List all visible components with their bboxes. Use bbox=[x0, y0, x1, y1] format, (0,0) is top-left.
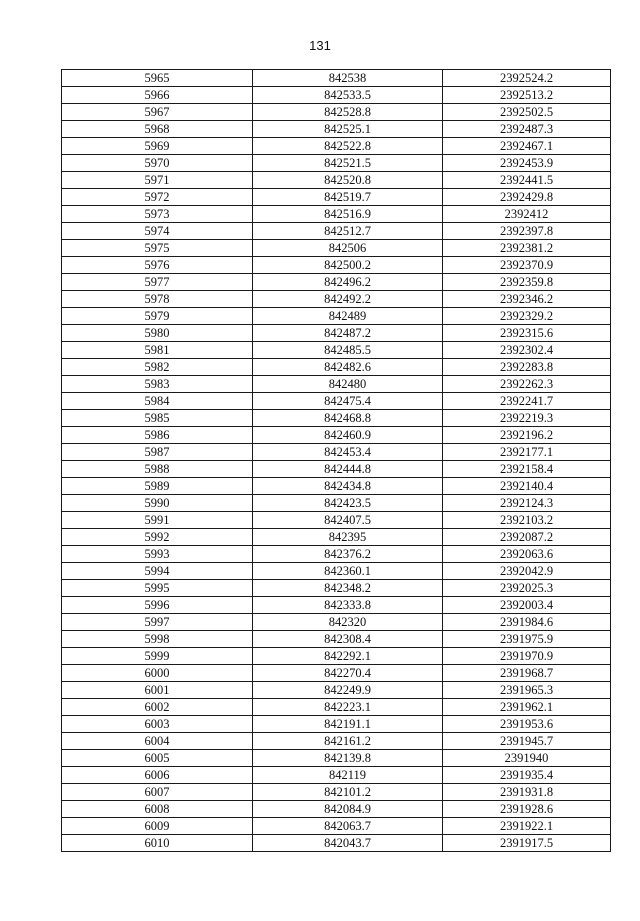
point-number-cell: 5981 bbox=[62, 342, 253, 359]
table-row bbox=[62, 325, 611, 342]
x-coordinate-cell: 842376.2 bbox=[253, 546, 443, 563]
table-row bbox=[62, 155, 611, 172]
point-number-cell: 5985 bbox=[62, 410, 253, 427]
point-number-cell: 6003 bbox=[62, 716, 253, 733]
table-row bbox=[62, 359, 611, 376]
point-number-cell: 5994 bbox=[62, 563, 253, 580]
point-number-cell: 5970 bbox=[62, 155, 253, 172]
point-number-cell: 6005 bbox=[62, 750, 253, 767]
point-number-cell: 6009 bbox=[62, 818, 253, 835]
point-number-cell: 5972 bbox=[62, 189, 253, 206]
x-coordinate-cell: 842468.8 bbox=[253, 410, 443, 427]
y-coordinate-cell: 2392397.8 bbox=[443, 223, 611, 240]
point-number-cell: 5984 bbox=[62, 393, 253, 410]
point-number-cell: 5988 bbox=[62, 461, 253, 478]
x-coordinate-cell: 842395 bbox=[253, 529, 443, 546]
y-coordinate-cell: 2391962.1 bbox=[443, 699, 611, 716]
point-number-cell: 5975 bbox=[62, 240, 253, 257]
table-row bbox=[62, 393, 611, 410]
y-coordinate-cell: 2391931.8 bbox=[443, 784, 611, 801]
y-coordinate-cell: 2391940 bbox=[443, 750, 611, 767]
x-coordinate-cell: 842101.2 bbox=[253, 784, 443, 801]
table-row bbox=[62, 172, 611, 189]
point-number-cell: 5978 bbox=[62, 291, 253, 308]
y-coordinate-cell: 2391975.9 bbox=[443, 631, 611, 648]
y-coordinate-cell: 2392370.9 bbox=[443, 257, 611, 274]
y-coordinate-cell: 2391945.7 bbox=[443, 733, 611, 750]
point-number-cell: 5993 bbox=[62, 546, 253, 563]
x-coordinate-cell: 842506 bbox=[253, 240, 443, 257]
table-row bbox=[62, 444, 611, 461]
y-coordinate-cell: 2392063.6 bbox=[443, 546, 611, 563]
y-coordinate-cell: 2392346.2 bbox=[443, 291, 611, 308]
point-number-cell: 6001 bbox=[62, 682, 253, 699]
table-row bbox=[62, 818, 611, 835]
x-coordinate-cell: 842423.5 bbox=[253, 495, 443, 512]
y-coordinate-cell: 2392412 bbox=[443, 206, 611, 223]
y-coordinate-cell: 2392158.4 bbox=[443, 461, 611, 478]
point-number-cell: 5969 bbox=[62, 138, 253, 155]
y-coordinate-cell: 2392262.3 bbox=[443, 376, 611, 393]
point-number-cell: 6010 bbox=[62, 835, 253, 852]
y-coordinate-cell: 2391970.9 bbox=[443, 648, 611, 665]
x-coordinate-cell: 842516.9 bbox=[253, 206, 443, 223]
y-coordinate-cell: 2392329.2 bbox=[443, 308, 611, 325]
table-row bbox=[62, 478, 611, 495]
table-row bbox=[62, 223, 611, 240]
x-coordinate-cell: 842407.5 bbox=[253, 512, 443, 529]
y-coordinate-cell: 2391922.1 bbox=[443, 818, 611, 835]
coordinates-table bbox=[61, 69, 611, 852]
x-coordinate-cell: 842360.1 bbox=[253, 563, 443, 580]
point-number-cell: 6000 bbox=[62, 665, 253, 682]
x-coordinate-cell: 842434.8 bbox=[253, 478, 443, 495]
table-row bbox=[62, 342, 611, 359]
y-coordinate-cell: 2392283.8 bbox=[443, 359, 611, 376]
y-coordinate-cell: 2392467.1 bbox=[443, 138, 611, 155]
point-number-cell: 5990 bbox=[62, 495, 253, 512]
x-coordinate-cell: 842520.8 bbox=[253, 172, 443, 189]
y-coordinate-cell: 2391953.6 bbox=[443, 716, 611, 733]
table-row bbox=[62, 410, 611, 427]
y-coordinate-cell: 2392103.2 bbox=[443, 512, 611, 529]
point-number-cell: 5974 bbox=[62, 223, 253, 240]
table-row bbox=[62, 529, 611, 546]
table-row bbox=[62, 87, 611, 104]
y-coordinate-cell: 2392042.9 bbox=[443, 563, 611, 580]
x-coordinate-cell: 842249.9 bbox=[253, 682, 443, 699]
y-coordinate-cell: 2392359.8 bbox=[443, 274, 611, 291]
y-coordinate-cell: 2392302.4 bbox=[443, 342, 611, 359]
y-coordinate-cell: 2392513.2 bbox=[443, 87, 611, 104]
x-coordinate-cell: 842119 bbox=[253, 767, 443, 784]
x-coordinate-cell: 842482.6 bbox=[253, 359, 443, 376]
point-number-cell: 5987 bbox=[62, 444, 253, 461]
table-row bbox=[62, 699, 611, 716]
table-row bbox=[62, 665, 611, 682]
y-coordinate-cell: 2392524.2 bbox=[443, 70, 611, 87]
point-number-cell: 5997 bbox=[62, 614, 253, 631]
point-number-cell: 5998 bbox=[62, 631, 253, 648]
x-coordinate-cell: 842475.4 bbox=[253, 393, 443, 410]
x-coordinate-cell: 842492.2 bbox=[253, 291, 443, 308]
point-number-cell: 5989 bbox=[62, 478, 253, 495]
x-coordinate-cell: 842139.8 bbox=[253, 750, 443, 767]
x-coordinate-cell: 842063.7 bbox=[253, 818, 443, 835]
y-coordinate-cell: 2392196.2 bbox=[443, 427, 611, 444]
table-row bbox=[62, 784, 611, 801]
table-row bbox=[62, 427, 611, 444]
point-number-cell: 5983 bbox=[62, 376, 253, 393]
table-row bbox=[62, 512, 611, 529]
y-coordinate-cell: 2392429.8 bbox=[443, 189, 611, 206]
point-number-cell: 6002 bbox=[62, 699, 253, 716]
point-number-cell: 5968 bbox=[62, 121, 253, 138]
point-number-cell: 5973 bbox=[62, 206, 253, 223]
table-row bbox=[62, 733, 611, 750]
page-number: 131 bbox=[309, 38, 331, 53]
point-number-cell: 5992 bbox=[62, 529, 253, 546]
x-coordinate-cell: 842522.8 bbox=[253, 138, 443, 155]
table-row bbox=[62, 716, 611, 733]
table-row bbox=[62, 70, 611, 87]
x-coordinate-cell: 842538 bbox=[253, 70, 443, 87]
table-row bbox=[62, 648, 611, 665]
x-coordinate-cell: 842480 bbox=[253, 376, 443, 393]
y-coordinate-cell: 2392124.3 bbox=[443, 495, 611, 512]
point-number-cell: 6007 bbox=[62, 784, 253, 801]
table-row bbox=[62, 835, 611, 852]
table-row bbox=[62, 682, 611, 699]
point-number-cell: 5980 bbox=[62, 325, 253, 342]
x-coordinate-cell: 842348.2 bbox=[253, 580, 443, 597]
y-coordinate-cell: 2392003.4 bbox=[443, 597, 611, 614]
table-row bbox=[62, 546, 611, 563]
table-row bbox=[62, 597, 611, 614]
table-row bbox=[62, 138, 611, 155]
point-number-cell: 5967 bbox=[62, 104, 253, 121]
x-coordinate-cell: 842519.7 bbox=[253, 189, 443, 206]
table-row bbox=[62, 206, 611, 223]
y-coordinate-cell: 2392315.6 bbox=[443, 325, 611, 342]
x-coordinate-cell: 842191.1 bbox=[253, 716, 443, 733]
y-coordinate-cell: 2392241.7 bbox=[443, 393, 611, 410]
x-coordinate-cell: 842333.8 bbox=[253, 597, 443, 614]
table-row bbox=[62, 631, 611, 648]
point-number-cell: 5971 bbox=[62, 172, 253, 189]
x-coordinate-cell: 842489 bbox=[253, 308, 443, 325]
table-row bbox=[62, 767, 611, 784]
x-coordinate-cell: 842270.4 bbox=[253, 665, 443, 682]
point-number-cell: 5999 bbox=[62, 648, 253, 665]
x-coordinate-cell: 842308.4 bbox=[253, 631, 443, 648]
point-number-cell: 5979 bbox=[62, 308, 253, 325]
x-coordinate-cell: 842223.1 bbox=[253, 699, 443, 716]
y-coordinate-cell: 2391928.6 bbox=[443, 801, 611, 818]
y-coordinate-cell: 2392140.4 bbox=[443, 478, 611, 495]
table-row bbox=[62, 257, 611, 274]
x-coordinate-cell: 842444.8 bbox=[253, 461, 443, 478]
table-row bbox=[62, 563, 611, 580]
point-number-cell: 5982 bbox=[62, 359, 253, 376]
y-coordinate-cell: 2391935.4 bbox=[443, 767, 611, 784]
x-coordinate-cell: 842512.7 bbox=[253, 223, 443, 240]
table-row bbox=[62, 104, 611, 121]
table-row bbox=[62, 580, 611, 597]
x-coordinate-cell: 842084.9 bbox=[253, 801, 443, 818]
x-coordinate-cell: 842525.1 bbox=[253, 121, 443, 138]
x-coordinate-cell: 842500.2 bbox=[253, 257, 443, 274]
y-coordinate-cell: 2392025.3 bbox=[443, 580, 611, 597]
x-coordinate-cell: 842292.1 bbox=[253, 648, 443, 665]
x-coordinate-cell: 842460.9 bbox=[253, 427, 443, 444]
table-row bbox=[62, 461, 611, 478]
point-number-cell: 6004 bbox=[62, 733, 253, 750]
point-number-cell: 5996 bbox=[62, 597, 253, 614]
table-row bbox=[62, 291, 611, 308]
x-coordinate-cell: 842453.4 bbox=[253, 444, 443, 461]
y-coordinate-cell: 2391965.3 bbox=[443, 682, 611, 699]
x-coordinate-cell: 842485.5 bbox=[253, 342, 443, 359]
table-row bbox=[62, 376, 611, 393]
point-number-cell: 5966 bbox=[62, 87, 253, 104]
x-coordinate-cell: 842496.2 bbox=[253, 274, 443, 291]
y-coordinate-cell: 2392177.1 bbox=[443, 444, 611, 461]
point-number-cell: 6008 bbox=[62, 801, 253, 818]
table-row bbox=[62, 121, 611, 138]
point-number-cell: 5965 bbox=[62, 70, 253, 87]
x-coordinate-cell: 842528.8 bbox=[253, 104, 443, 121]
x-coordinate-cell: 842487.2 bbox=[253, 325, 443, 342]
point-number-cell: 5995 bbox=[62, 580, 253, 597]
y-coordinate-cell: 2391968.7 bbox=[443, 665, 611, 682]
y-coordinate-cell: 2392487.3 bbox=[443, 121, 611, 138]
x-coordinate-cell: 842533.5 bbox=[253, 87, 443, 104]
y-coordinate-cell: 2392219.3 bbox=[443, 410, 611, 427]
y-coordinate-cell: 2392441.5 bbox=[443, 172, 611, 189]
point-number-cell: 5976 bbox=[62, 257, 253, 274]
table-row bbox=[62, 750, 611, 767]
table-row bbox=[62, 308, 611, 325]
y-coordinate-cell: 2392502.5 bbox=[443, 104, 611, 121]
point-number-cell: 5977 bbox=[62, 274, 253, 291]
y-coordinate-cell: 2392453.9 bbox=[443, 155, 611, 172]
table-row bbox=[62, 274, 611, 291]
point-number-cell: 5986 bbox=[62, 427, 253, 444]
y-coordinate-cell: 2392381.2 bbox=[443, 240, 611, 257]
table-row bbox=[62, 495, 611, 512]
coordinates-table-body bbox=[62, 70, 611, 852]
y-coordinate-cell: 2392087.2 bbox=[443, 529, 611, 546]
x-coordinate-cell: 842521.5 bbox=[253, 155, 443, 172]
x-coordinate-cell: 842161.2 bbox=[253, 733, 443, 750]
table-row bbox=[62, 801, 611, 818]
table-row bbox=[62, 240, 611, 257]
point-number-cell: 5991 bbox=[62, 512, 253, 529]
table-row bbox=[62, 614, 611, 631]
x-coordinate-cell: 842320 bbox=[253, 614, 443, 631]
table-row bbox=[62, 189, 611, 206]
point-number-cell: 6006 bbox=[62, 767, 253, 784]
x-coordinate-cell: 842043.7 bbox=[253, 835, 443, 852]
y-coordinate-cell: 2391984.6 bbox=[443, 614, 611, 631]
y-coordinate-cell: 2391917.5 bbox=[443, 835, 611, 852]
